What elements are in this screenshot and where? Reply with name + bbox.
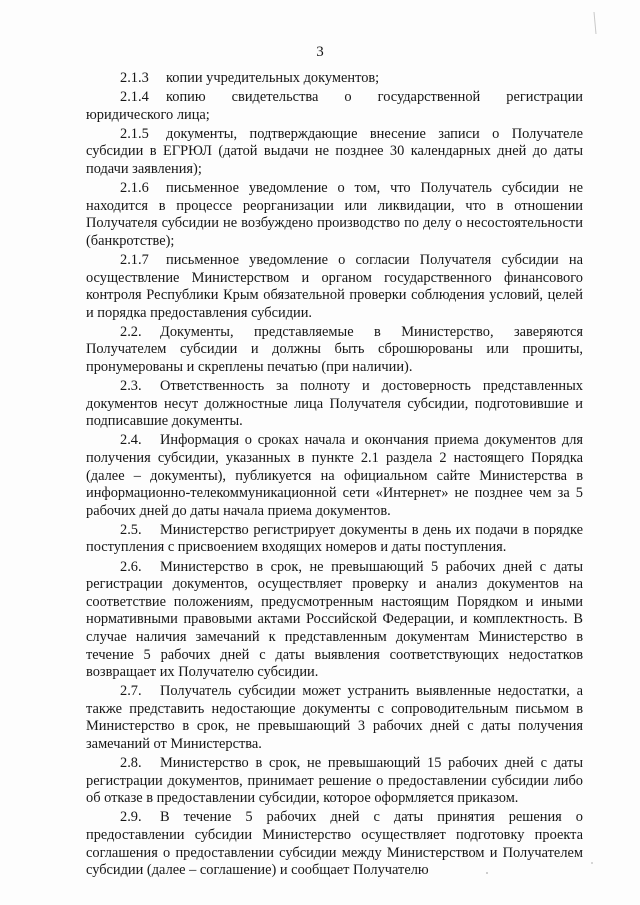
paragraph-number: 2.5. (120, 521, 142, 538)
paragraph-text: Министерство регистрирует документы в день их подачи в порядке поступления с присвоением входящих номеров и даты поступления. (86, 521, 583, 556)
paragraph-number: 2.4. (120, 432, 142, 449)
paragraph-text: В течение 5 рабочих дней с даты принятия решения о предоставлении субсидии Министерство осуществляет подготовку проекта соглашения о предоставлении субсидии между Министерством и Получателем субсидии (далее – соглашение) и сообщает Получателю (86, 809, 583, 879)
paragraph-text: Министерство в срок, не превышающий 15 рабочих дней с даты регистрации документов, принимает решение о предоставлении субсидии либо об отказе в предоставлении субсидии, которое оформляется приказом. (86, 755, 583, 807)
paragraph-2-4 (86, 432, 583, 520)
paragraph-number: 2.3. (120, 378, 142, 395)
paragraph-number: 2.7. (120, 683, 142, 700)
paragraph-number: 2.1.7 (120, 251, 149, 268)
paragraph-text: Документы, представляемые в Министерство, заверяются Получателем субсидии и должны быть сброшюрованы или прошиты, пронумерованы и скреплены печатью (при наличии). (86, 323, 583, 375)
paragraph-number: 2.2. (120, 323, 142, 340)
paragraph-2-1-3 (86, 70, 583, 88)
paragraph-number: 2.9. (120, 809, 142, 826)
paragraph-text: Министерство в срок, не превышающий 5 рабочих дней с даты регистрации документов, осуществляет проверку и анализ документов на соответствие положениям, предусмотренным настоящим Порядком и иными нормативными правовыми актами Российской Федерации, и комплектность. В случае наличия замечаний к представленным документам Министерство в течение 5 рабочих дней с даты выявления соответствующих недостатков возвращает их Получателю субсидии. (86, 558, 583, 681)
paragraph-2-9 (86, 809, 583, 879)
paragraph-text: Ответственность за полноту и достоверность представленных документов несут должностные лица Получателя субсидии, подготовившие и подписавшие документы. (86, 378, 583, 430)
paragraph-2-5 (86, 522, 583, 557)
paragraph-2-6 (86, 559, 583, 682)
scan-edge-mark (594, 12, 596, 34)
paragraph-text: письменное уведомление о том, что Получатель субсидии не находится в процессе реорганизации или ликвидации, что в отношении Получателя субсидии не возбуждено производство по делу о несостоятельности (банкротстве); (86, 180, 583, 249)
document-body (86, 70, 583, 880)
paragraph-2-1-6 (86, 180, 583, 250)
paragraph-2-8 (86, 755, 583, 808)
paragraph-text: письменное уведомление о согласии Получателя субсидии на осуществление Министерством и органом государственного финансового контроля Республики Крым обязательной проверки соблюдения условий, целей и порядка предоставления субсидии. (86, 251, 583, 321)
paragraph-2-1-7 (86, 252, 583, 322)
paragraph-text: Получатель субсидии может устранить выявленные недостатки, а также представить недостающие документы с сопроводительным письмом в Министерство в срок, не превышающий 3 рабочих дней с даты получения замечаний от Министерства. (86, 683, 583, 752)
paragraph-2-7 (86, 683, 583, 753)
paragraph-2-1-5 (86, 126, 583, 179)
paragraph-2-2 (86, 324, 583, 377)
paragraph-number: 2.1.3 (120, 70, 149, 86)
paragraph-number: 2.1.4 (120, 89, 149, 106)
page-number: 3 (316, 44, 324, 60)
paragraph-number: 2.1.5 (120, 125, 149, 142)
paragraph-2-3 (86, 378, 583, 431)
paragraph-text: документы, подтверждающие внесение записи о Получателе субсидии в ЕГРЮЛ (датой выдачи не позднее 30 календарных дней до даты подачи заявления); (86, 125, 583, 177)
paragraph-number: 2.8. (120, 755, 142, 772)
paragraph-2-1-4 (86, 89, 583, 124)
paragraph-text: копию свидетельства о государственной регистрации юридического лица; (86, 89, 583, 123)
paragraph-text: копии учредительных документов; (166, 70, 380, 86)
paragraph-number: 2.6. (120, 558, 142, 575)
paragraph-number: 2.1.6 (120, 180, 149, 197)
scan-speck (591, 862, 593, 864)
paragraph-text: Информация о сроках начала и окончания приема документов для получения субсидии, указанных в пункте 2.1 раздела 2 настоящего Порядка (далее – документы), публикуется на официальном сайте Министерства в информационно-телекоммуникационной сети «Интернет» не позднее чем за 5 рабочих дней до даты начала приема документов. (86, 432, 583, 519)
